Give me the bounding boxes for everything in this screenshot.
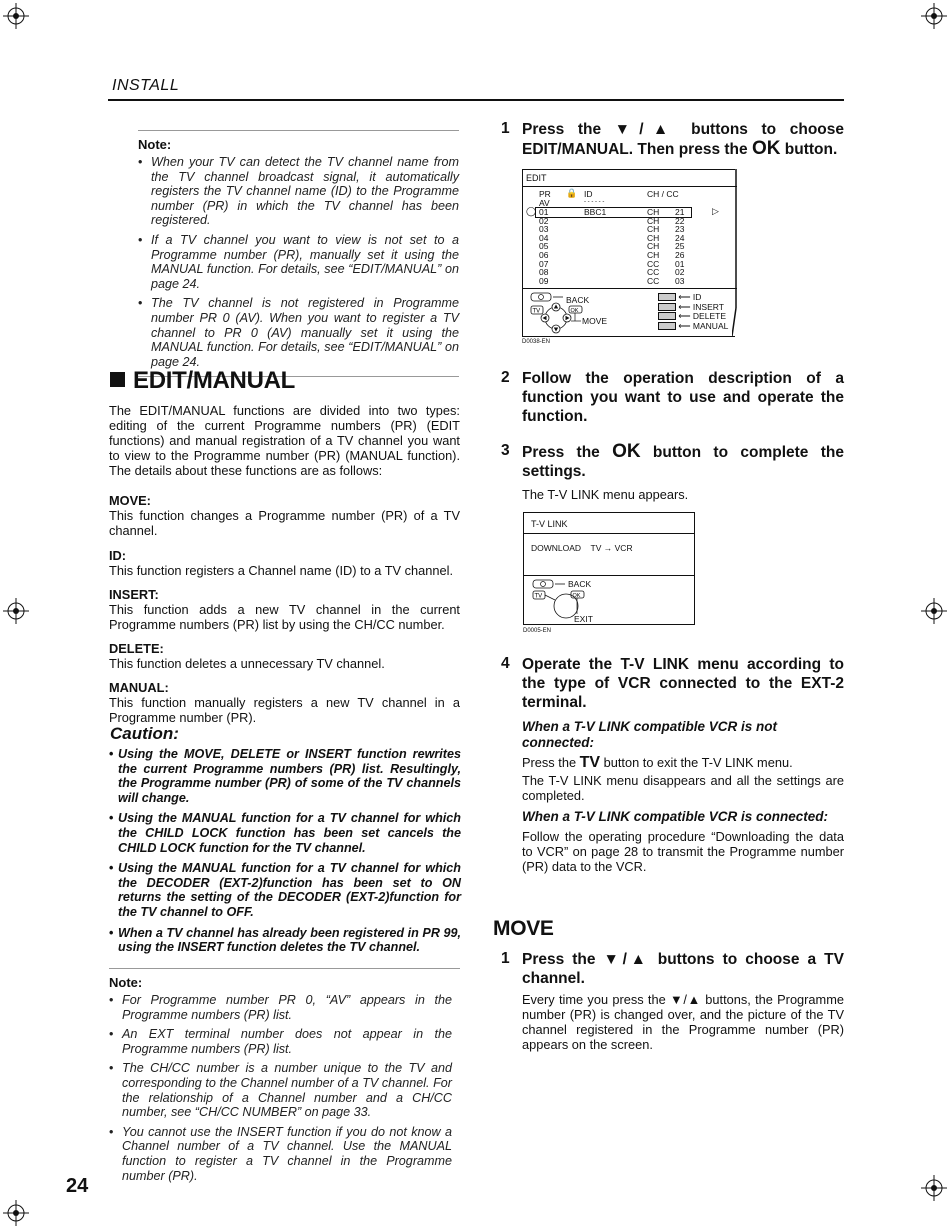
step-3-sub: The T-V LINK menu appears.: [522, 487, 689, 502]
step-4-number: 4: [501, 655, 510, 672]
caution-item: • When a TV channel has already been registered in PR 99, using the INSERT function deletes the TV channel.: [109, 926, 461, 955]
function-desc-insert: This function adds a new TV channel in the current Programme numbers (PR) list by using the CH/CC number.: [109, 602, 460, 632]
table-row: 02 CH 22: [539, 215, 685, 226]
function-desc-id: This function registers a Channel name (ID) to a TV channel.: [109, 563, 454, 578]
move-step-1-number: 1: [501, 950, 510, 967]
ok-key-label: OK: [751, 138, 781, 159]
step-2-number: 2: [501, 369, 510, 386]
right-arrow-icon: →: [603, 543, 613, 553]
col-id: ID: [584, 189, 593, 199]
function-term-insert: INSERT:: [109, 587, 159, 602]
svg-text:OK: OK: [572, 592, 581, 599]
step-1-number: 1: [501, 120, 510, 137]
tvlink-osd-code: D0005-EN: [523, 628, 552, 634]
tvlink-menu-title: T-V LINK: [531, 519, 568, 529]
edit-manual-body: [109, 403, 460, 725]
edit-osd-right-edge: [732, 168, 740, 338]
function-desc-manual: This function manually registers a new TV channel in a Programme number (PR).: [109, 695, 460, 725]
table-row: 04 CH 24: [539, 232, 685, 243]
tvlink-title-rule: [524, 533, 694, 534]
ok-key-label: OK: [612, 441, 641, 462]
registration-mark-bottom-right: [921, 1175, 947, 1201]
step-1-post: button.: [784, 141, 838, 158]
section-header: INSTALL: [112, 77, 180, 94]
function-desc-delete: This function deletes a unnecessary TV channel.: [109, 656, 385, 671]
svg-text:OK: OK: [570, 307, 579, 314]
edit-manual-intro: The EDIT/MANUAL functions are divided into two types: editing of the current Programme numbers (PR) (EDIT functions) and manual registration of a TV channel you want to view to the Programme number (PR) (MANUAL function). The details about these functions are as follows:: [109, 403, 460, 478]
caution-item: • Using the MANUAL function for a TV channel for which the CHILD LOCK function has been set cancels the CHILD LOCK function for the TV channel.: [109, 811, 461, 855]
header-rule: [108, 99, 844, 101]
color-key-legend: [658, 293, 728, 331]
caution-list: [109, 747, 461, 961]
step-3-text: Press the OK button to complete the settings.: [522, 441, 844, 480]
step-1-text: [522, 120, 844, 159]
function-term-delete: DELETE:: [109, 641, 164, 656]
table-row: 01 BBC1 CH 21: [539, 207, 685, 217]
case-1-heading: When a T-V LINK compatible VCR is not connected:: [522, 719, 778, 750]
tv-key-label: TV: [579, 754, 601, 771]
step-3-number: 3: [501, 442, 510, 459]
edit-osd-code: D0038-EN: [522, 339, 551, 345]
tvlink-menu-osd: [523, 512, 695, 625]
edit-menu-title-rule: [523, 186, 737, 187]
table-row: 03 CH 23: [539, 224, 685, 235]
registration-mark-mid-left: [3, 598, 29, 624]
table-row: 06 CH 26: [539, 249, 685, 260]
function-desc-move: This function changes a Programme number (PR) of a TV channel.: [109, 508, 460, 538]
caution-item: • Using the MANUAL function for a TV channel for which the DECODER (EXT-2)function has been set to ON returns the setting of the DECODER (EXT-2)function for the TV channel to OFF.: [109, 861, 461, 919]
caution-title: Caution:: [110, 724, 179, 743]
note-title: Note:: [109, 975, 143, 990]
note-item: • If a TV channel you want to view is not set to a Programme number (PR), manually set it using the MANUAL function. For details, see “EDIT/MANUAL” on page 24.: [138, 233, 459, 291]
square-bullet-icon: [110, 372, 125, 387]
case-2-heading: When a T-V LINK compatible VCR is connected:: [522, 809, 829, 824]
note-item: • For Programme number PR 0, “AV” appears in the Programme numbers (PR) list.: [109, 993, 452, 1022]
table-row: 08 CC 02: [539, 267, 685, 278]
table-row: 07 CC 01: [539, 258, 685, 269]
note-list: [138, 155, 459, 369]
col-chcc: CH / CC: [647, 189, 679, 199]
svg-text:TV: TV: [532, 308, 541, 315]
edit-manual-title: [110, 367, 295, 395]
tvlink-bottom-rule: [524, 575, 694, 576]
row-av: AV: [539, 198, 550, 208]
page-number: 24: [66, 1175, 89, 1197]
function-term-manual: MANUAL:: [109, 680, 169, 695]
registration-mark-mid-right: [921, 598, 947, 624]
function-term-id: ID:: [109, 548, 127, 563]
case-1-line-2: The T-V LINK menu disappears and all the settings are completed.: [522, 773, 844, 803]
caution-item: • Using the MOVE, DELETE or INSERT function rewrites the current Programme numbers (PR) list. Resultingly, the Programme number (PR) of some of the TV channels will change.: [109, 747, 461, 805]
step-1-pre: Press the ▼/▲ buttons to choose EDIT/MANUAL. Then press the: [522, 121, 844, 158]
power-icon: ◯: [526, 206, 537, 216]
registration-mark-top-left: [3, 3, 29, 29]
note-item: • The TV channel is not registered in Programme number PR 0 (AV). When you want to register a TV channel to PR 0 (AV) manually set it using the MANUAL function. For details, see “EDIT/MANUAL” on page 24.: [138, 296, 459, 369]
move-hint: MOVE: [582, 316, 608, 326]
note-item: • You cannot use the INSERT function if you do not know a Channel number of a TV channel. Use the MANUAL function to register a TV channel in the Programme number (PR).: [109, 1125, 452, 1183]
back-hint: BACK: [566, 295, 590, 305]
lock-icon: 🔒: [566, 188, 578, 198]
legend-item-manual: ⟵ MANUAL: [658, 322, 728, 332]
legend-item-insert: ⟵ INSERT: [658, 303, 728, 313]
bottom-note: [109, 968, 460, 1188]
edit-manual-title-text: EDIT/MANUAL: [133, 367, 296, 394]
right-arrow-icon: ▷: [712, 206, 719, 216]
move-step-1-text: Press the ▼/▲ buttons to choose a TV channel.: [522, 951, 844, 987]
edit-menu-title: EDIT: [526, 173, 547, 183]
note-item: • When your TV can detect the TV channel name from the TV channel broadcast signal, it automatically registers the TV channel name (ID) to the Programme number (PR) in which the TV channel has been registered.: [138, 155, 459, 228]
table-row: 05 CH 25: [539, 241, 685, 252]
legend-item-delete: ⟵ DELETE: [658, 312, 728, 322]
edit-menu-osd: [522, 169, 735, 337]
edit-rows: [539, 208, 699, 285]
note-list: [109, 993, 460, 1183]
legend-item-id: ⟵ ID: [658, 293, 728, 303]
case-2-text: Follow the operating procedure “Downloading the data to VCR” on page 28 to transmit the Programme number (PR) data to the VCR.: [522, 829, 844, 874]
function-term-move: MOVE:: [109, 493, 151, 508]
exit-hint: EXIT: [574, 614, 593, 624]
move-step-1-desc: Every time you press the ▼/▲ buttons, the Programme number (PR) is changed over, and the picture of the TV channel registered in the Programme number (PR) appears on the screen.: [522, 992, 844, 1052]
step-4-text: Operate the T-V LINK menu according to the type of VCR connected to the EXT-2 terminal.: [522, 656, 844, 711]
id-dashes: - - - - - -: [584, 199, 605, 205]
registration-mark-top-right: [921, 3, 947, 29]
note-item: • An EXT terminal number does not appear in the Programme numbers (PR) list.: [109, 1027, 452, 1056]
col-pr: PR: [539, 189, 551, 199]
svg-text:TV: TV: [534, 593, 543, 600]
note-title: Note:: [138, 137, 172, 152]
move-title: MOVE: [493, 917, 554, 940]
edit-menu-bottom-rule: [523, 288, 737, 289]
step-2-text: Follow the operation description of a function you want to use and operate the function.: [522, 370, 844, 425]
case-1-line-1: Press the TV button to exit the T-V LINK menu.: [522, 754, 793, 771]
registration-mark-bottom-left: [3, 1200, 29, 1226]
tvlink-download-line: DOWNLOAD TV → VCR: [531, 543, 633, 553]
note-item: • The CH/CC number is a number unique to the TV and corresponding to the Channel number of a TV channel. For the relationship of a Channel number and a CH/CC number, see “CH/CC NUMBER” on page 33.: [109, 1061, 452, 1119]
top-note: [138, 130, 459, 377]
table-row: 09 CC 03: [539, 275, 685, 286]
back-hint: BACK: [568, 579, 592, 589]
